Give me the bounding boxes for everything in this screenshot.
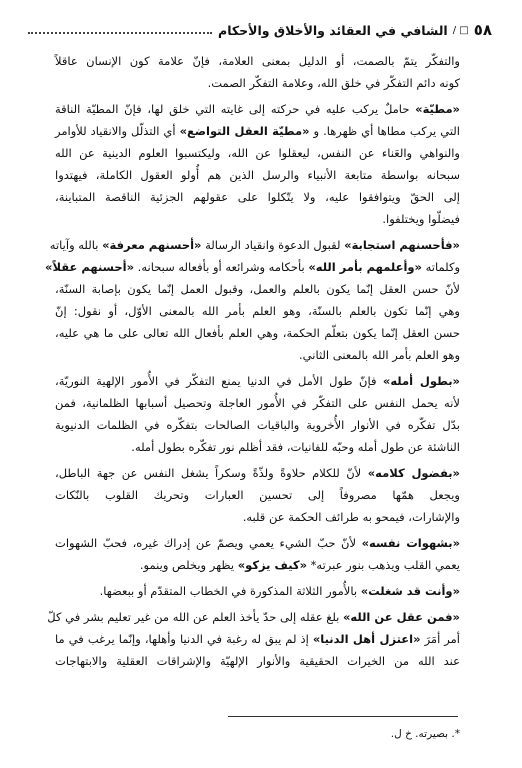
text-line: الناشئة عن طول أمله وحبّه للفانيات، فقد أظلم نور تفكّره بطول أمله.	[131, 440, 460, 454]
header-separator: □ /	[452, 24, 469, 36]
text-line: يعمي القلب ويذهب بنور عبرته* «كيف يزكو» يظهر ويخلص وينمو.	[139, 558, 460, 572]
dotted-leader	[28, 32, 212, 34]
text-line: «فأحسنهم استجابة» لقبول الدعوة وانقياد الرسالة «أحسنهم معرفة» بالله وآياته	[49, 238, 460, 252]
book-title: الشافي في العقائد والأخلاق والأحكام	[218, 22, 448, 38]
text-line: عند الله من الخيرات الحقيقية والأنوار الإلهيّة والإشراقات العقلية والابتهاجات	[55, 654, 460, 668]
text-line: أمر أمَرَ «اعتزل أهل الدنيا» إذ لم يبق له رغبة في الدنيا وأهلها، وإنّما يرغب في ما	[55, 632, 461, 646]
page-number: ٥٨	[473, 21, 492, 39]
footnote-divider	[228, 716, 458, 717]
text-line: التي يركب مطاها أي ظهرها. و «مطيّة العقل التواضع» أي التذلّل والانقياد للأوامر	[55, 124, 460, 138]
text-line: «فمن عقل عن الله» بلغ عقله إلى حدّ يأخذ العلم عن الله من غير تعليم بشر في كلّ	[47, 610, 460, 624]
text-line: سبحانه بواسطة متابعة الأنبياء والرسل الذين هم أُولو العقول الكاملة، فيهتدوا	[55, 168, 460, 182]
footnote: *. بصيرته. خ ل.	[390, 728, 460, 740]
running-header	[28, 20, 492, 40]
body-text	[45, 50, 461, 672]
lemma-heading: «بفضول كلامه»	[367, 466, 460, 480]
text-line: والإشارات، فيمحو به طرائف الحكمة عن قلبه.	[242, 510, 460, 524]
text-line: بدّل تفكّره في الأنوار الأُخروية والباقيات الصالحات بتفكّره في الظلمات الدنيوية	[55, 418, 460, 432]
text-line: «بشهوات نفسه» لأنّ حبّ الشيء يعمي ويصمّ عن إدراك غيره، فحبّ الشهوات	[55, 536, 460, 550]
lemma-heading: «فأحسنهم استجابة»	[344, 238, 460, 252]
text-line: «بفضول كلامه» لأنّ للكلام حلاوةً ولذّةً وسكراً يشغل النفس عن جهة الباطل،	[55, 466, 460, 480]
text-line: وكلماته «وأعلمهم بأمر الله» بأحكامه وشرائعه أو بأفعاله سبحانه. «أحسنهم عقلاً»	[45, 260, 460, 274]
text-line: إلى الحقّ ويتوافقوا عليه، ولا يتّكلوا على عقولهم الجزئية الناقصة المتباينة،	[55, 190, 460, 204]
text-line: «بطول أمله» فإنّ طول الأمل في الدنيا يمنع التفكّر في الأُمور الإلهية النوريّة،	[55, 374, 460, 388]
lemma-heading: «أحسنهم عقلاً»	[45, 260, 135, 274]
text-line: «وأنت قد شغلت» بالأُمور الثلاثة المذكورة في الخطاب المتقدّم أو ببعضها.	[99, 584, 460, 598]
text-line: والتفكّر يتمّ بالصمت، أو الدليل بمعنى العلامة، فإنّ علامة كون الإنسان عاقلاً	[55, 54, 460, 68]
text-line: وهو العلم بأمر الله بالمعنى الثاني.	[299, 348, 460, 362]
lemma-heading: «وأعلمهم بأمر الله»	[308, 260, 422, 274]
text-line: حسن العقل إنّما يكون بتعلّم الحكمة، وهي العلم بأفعال الله تعالى على ما هي عليه،	[55, 326, 460, 340]
text-line: لأنّ حسن العقل إنّما يكون بالعلم والعمل، وقبول العمل إنّما يكون بإصابة السنّة،	[55, 282, 460, 296]
text-line: كونه دائم التفكّر في خلق الله، وعلامة التفكّر الصمت.	[207, 76, 460, 90]
lemma-heading: «وأنت قد شغلت»	[360, 584, 460, 598]
lemma-heading: «كيف يزكو»	[237, 558, 308, 572]
lemma-heading: «مطيّة العقل التواضع»	[179, 124, 310, 138]
text-line: وهي إنّما تكون بالعلم بالسنّة، وهو العلم بأمر الله بالمعنى الأوّل، أو نقول: إنّ	[55, 304, 460, 318]
text-line: ويجعل همّها مصروفاً إلى تحسين العبارات وتحريك القلوب بالنّكات	[55, 488, 460, 502]
text-line: والنواهي والعَناء عن النفس، ليعقلوا عن الله، وليكتسبوا العلوم الدينية عن الله	[55, 146, 460, 160]
lemma-heading: «بشهوات نفسه»	[361, 536, 460, 550]
text-line: «مطيّة» حاملٌ يركب عليه في حركته إلى غايته التي خلق لها، فإنّ المطيّة الناقة	[55, 102, 460, 116]
lemma-heading: «أحسنهم معرفة»	[102, 238, 202, 252]
text-line: فيضلّوا ويختلفوا.	[382, 212, 460, 226]
lemma-heading: «اعتزل أهل الدنيا»	[312, 632, 421, 646]
lemma-heading: «فمن عقل عن الله»	[343, 610, 460, 624]
text-line: لأنه يحمل النفس على التفكّر في الأُمور العاجلة وتحصيل أسبابها الظلمانية، فمن	[55, 396, 460, 410]
lemma-heading: «بطول أمله»	[382, 374, 460, 388]
lemma-heading: «مطيّة»	[415, 102, 460, 116]
